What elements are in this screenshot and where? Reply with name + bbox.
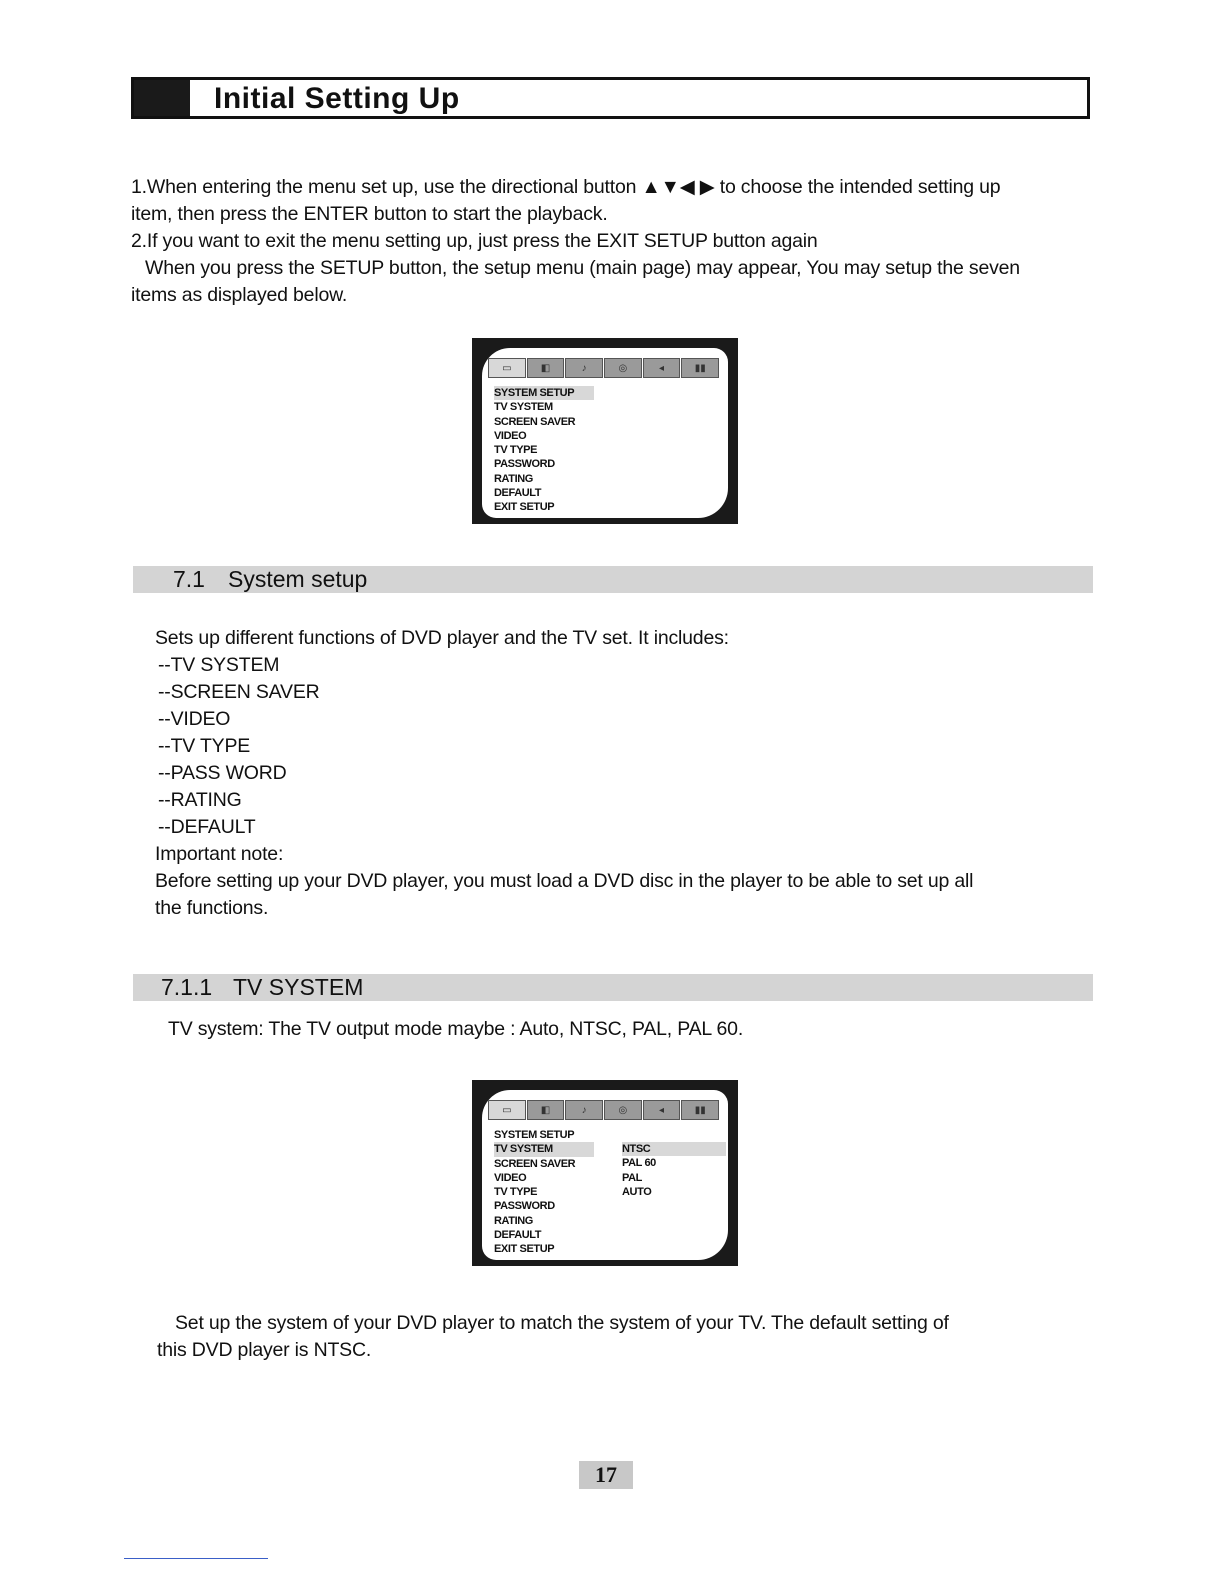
osd-menu-item: VIDEO [494,429,527,442]
osd-main-menu [472,338,738,524]
section-header-7-1-1 [133,974,1093,1001]
osd-screen [482,348,728,518]
list-item: --PASS WORD [158,762,287,784]
list-item: --VIDEO [158,708,231,730]
section-header-7-1 [133,566,1093,593]
audio-icon: ♪ [565,358,603,378]
osd-menu-list [494,1128,594,1257]
left-icon: ◂ [643,358,681,378]
osd-menu-item: RATING [494,1214,533,1227]
section-intro: Sets up different functions of DVD player and the TV set. It includes: [155,627,729,649]
osd-menu-list [494,386,594,515]
intro-line-5: items as displayed below. [131,284,348,306]
osd-menu-item: TV SYSTEM [494,1142,594,1156]
osd-tab-bar [488,1100,720,1120]
section-number: 7.1 [173,566,205,592]
important-note-label: Important note: [155,843,284,865]
intro-line-2: item, then press the ENTER button to start the playback. [131,203,608,225]
intro-line-1: 1.When entering the menu set up, use the directional button ▲▼◀ ▶ to choose the intended setting up [131,176,1001,198]
speaker-icon: ◧ [527,358,565,378]
bars-icon: ▮▮ [681,1100,719,1120]
list-item: --TV SYSTEM [158,654,280,676]
list-item: --TV TYPE [158,735,251,757]
osd-menu-item: DEFAULT [494,487,542,500]
page-title: Initial Setting Up [214,82,460,115]
osd-menu-item: EXIT SETUP [494,501,555,514]
osd-option-item: PAL [622,1171,642,1184]
video-icon: ◎ [604,1100,642,1120]
list-item: --SCREEN SAVER [158,681,320,703]
bars-icon: ▮▮ [681,358,719,378]
osd-tab-bar [488,358,720,378]
list-item: --DEFAULT [158,816,256,838]
osd-menu-item: EXIT SETUP [494,1243,555,1256]
osd-menu-item: TV SYSTEM [494,401,553,414]
osd-menu-item: TV TYPE [494,444,538,457]
osd-menu-item: SCREEN SAVER [494,1157,576,1170]
osd-menu-item: SYSTEM SETUP [494,386,594,400]
osd-menu-item: PASSWORD [494,1200,555,1213]
audio-icon: ♪ [565,1100,603,1120]
osd-screen [482,1090,728,1260]
list-item: --RATING [158,789,242,811]
monitor-icon: ▭ [488,358,526,378]
osd-menu-item: RATING [494,472,533,485]
monitor-icon: ▭ [488,1100,526,1120]
osd-option-item: NTSC [622,1142,726,1156]
osd-menu-item: SCREEN SAVER [494,415,576,428]
important-note-line-2: the functions. [155,897,269,919]
title-block-decoration [134,80,190,116]
intro-line-4: When you press the SETUP button, the setup menu (main page) may appear, You may setup the seven [145,257,1020,279]
section-number: 7.1.1 [161,974,213,1000]
tv-system-description: TV system: The TV output mode maybe : Auto, NTSC, PAL, PAL 60. [168,1018,744,1040]
osd-menu-item: VIDEO [494,1171,527,1184]
osd-option-item: PAL 60 [622,1157,656,1170]
closing-line-1: Set up the system of your DVD player to match the system of your TV. The default setting of [175,1312,949,1334]
page-number: 17 [579,1461,633,1489]
osd-tv-system-menu [472,1080,738,1266]
important-note-line-1: Before setting up your DVD player, you must load a DVD disc in the player to be able to set up all [155,870,974,892]
osd-menu-item: SYSTEM SETUP [494,1129,575,1141]
osd-option-item: AUTO [622,1185,652,1198]
osd-menu-item: TV TYPE [494,1186,538,1199]
footer-divider [124,1558,268,1559]
video-icon: ◎ [604,358,642,378]
section-title: TV SYSTEM [233,974,364,1000]
osd-menu-item: DEFAULT [494,1229,542,1242]
left-icon: ◂ [643,1100,681,1120]
section-title: System setup [228,566,368,592]
osd-menu-item: PASSWORD [494,458,555,471]
closing-line-2: this DVD player is NTSC. [157,1339,372,1361]
page-title-bar [131,77,1090,119]
intro-line-3: 2.If you want to exit the menu setting up, just press the EXIT SETUP button again [131,230,818,252]
speaker-icon: ◧ [527,1100,565,1120]
osd-option-list [622,1142,726,1199]
